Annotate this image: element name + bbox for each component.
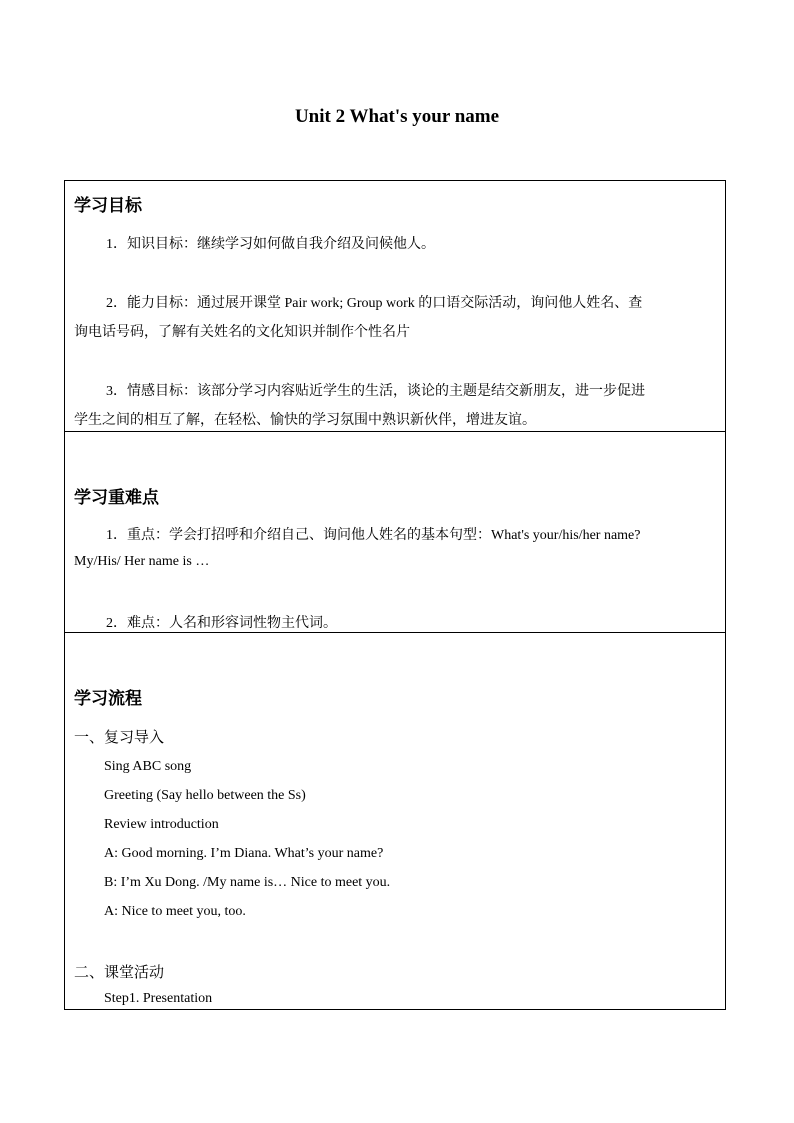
goal-item-3-line-2: 学生之间的相互了解，在轻松、愉快的学习氛围中熟识新伙伴，增进友谊。 [74, 413, 536, 428]
goal-item-1: 1．知识目标：继续学习如何做自我介绍及问候他人。 [106, 237, 435, 252]
process-heading: 学习流程 [74, 689, 142, 708]
process-line: Review introduction [104, 817, 219, 832]
goals-cell [65, 181, 725, 432]
goal-item-2-line-1: 2．能力目标：通过展开课堂 Pair work; Group work 的口语交际活动，询问他人姓名、查 [106, 296, 643, 311]
keypoints-cell [65, 431, 725, 633]
lesson-table [64, 180, 726, 1010]
process-line: Sing ABC song [104, 759, 192, 774]
goal-item-3-line-1: 3．情感目标：该部分学习内容贴近学生的生活，谈论的主题是结交新朋友，进一步促进 [106, 384, 645, 399]
keypoints-heading: 学习重难点 [74, 488, 159, 507]
page-title: Unit 2 What's your name [294, 106, 500, 127]
process-step-1: Step1. Presentation [104, 991, 213, 1006]
process-line: A: Nice to meet you, too. [104, 904, 246, 919]
process-line: Greeting (Say hello between the Ss) [104, 788, 306, 803]
keypoint-item-1-line-2: My/His/ Her name is … [74, 554, 210, 569]
process-line: B: I’m Xu Dong. /My name is… Nice to meet you. [104, 875, 391, 890]
goal-item-2-line-2: 询电话号码，了解有关姓名的文化知识并制作个性名片 [74, 325, 410, 340]
keypoint-item-2: 2．难点：人名和形容词性物主代词。 [106, 616, 337, 631]
keypoint-item-1-line-1: 1．重点：学会打招呼和介绍自己、询问他人姓名的基本句型：What's your/his/her name? [106, 528, 641, 543]
process-cell [65, 632, 725, 1011]
process-line: A: Good morning. I’m Diana. What’s your name? [104, 846, 384, 861]
process-section-2: 二、课堂活动 [74, 965, 165, 981]
goals-heading: 学习目标 [74, 196, 142, 215]
process-section-1: 一、复习导入 [74, 730, 165, 746]
